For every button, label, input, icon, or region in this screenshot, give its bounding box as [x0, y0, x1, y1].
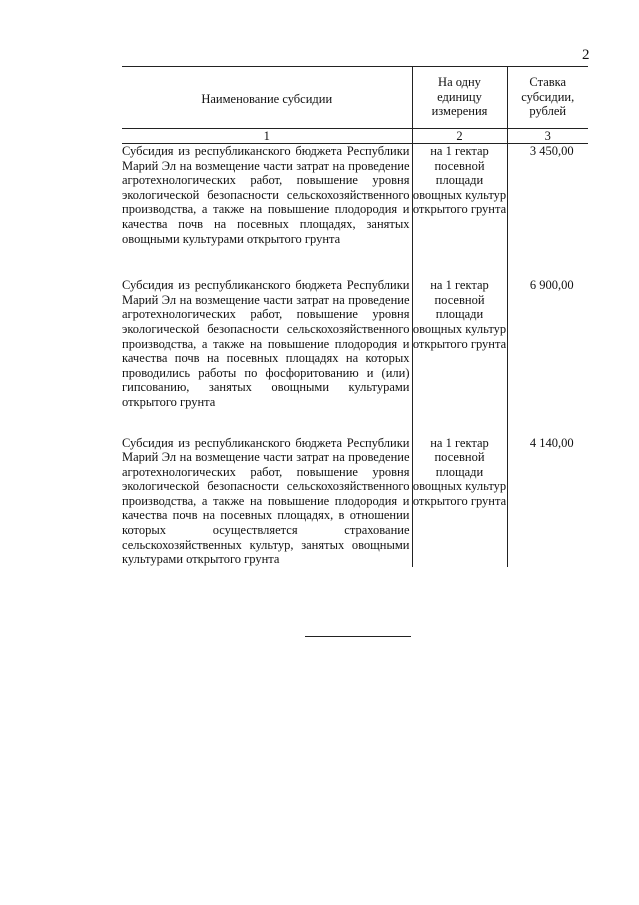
row-spacer: [122, 410, 588, 436]
header-rate: Ставка субсидии, рублей: [507, 66, 588, 129]
subsidy-name: Субсидия из республиканского бюджета Республики Марий Эл на возмещение части затрат на проведение агротехнологических работ, повышение уровня экологической безопасности сельскохозяйственного производства, а также на повышение плодородия и качества почв на посевных площадях, занятых овощными культурами открытого грунта: [122, 144, 410, 246]
header-unit: На одну единицу измерения: [412, 66, 507, 129]
column-number-1: 1: [122, 129, 412, 144]
subsidy-name: Субсидия из республиканского бюджета Республики Марий Эл на возмещение части затрат на проведение агротехнологических работ, повышение уровня экологической безопасности сельскохозяйственного производства, а также на повышение плодородия и качества почв на посевных площадях, в отношении которых осуществляется страхование сельскохозяйственных культур, занятых овощными культурами открытого грунта: [122, 435, 410, 567]
subsidy-rate: 6 900,00: [507, 278, 588, 409]
column-number-row: [122, 129, 588, 144]
measurement-unit: на 1 гектар посевной площади овощных культур открытого грунта: [412, 278, 507, 409]
column-number-3: 3: [507, 129, 588, 144]
subsidy-table: [122, 66, 588, 567]
header-subsidy-name: Наименование субсидии: [201, 91, 333, 106]
subsidy-rate: 3 450,00: [507, 144, 588, 247]
measurement-unit: на 1 гектар посевной площади овощных культур открытого грунта: [412, 144, 507, 247]
table-row: [122, 144, 588, 247]
row-spacer: [122, 246, 588, 278]
table-header-row: [122, 66, 588, 129]
table-row: [122, 436, 588, 567]
subsidy-rate: 4 140,00: [507, 436, 588, 567]
subsidy-name: Субсидия из республиканского бюджета Республики Марий Эл на возмещение части затрат на проведение агротехнологических работ, повышение уровня экологической безопасности сельскохозяйственного производства, а также на повышение плодородия и качества почв на посевных площадях на которых проводились работы по фосфоритованию и (или) гипсованию, занятых овощными культурами открытого грунта: [122, 278, 410, 409]
end-of-document-rule: [305, 636, 411, 637]
page-number: 2: [582, 47, 590, 63]
column-number-2: 2: [412, 129, 507, 144]
table-row: [122, 278, 588, 409]
measurement-unit: на 1 гектар посевной площади овощных культур открытого грунта: [412, 436, 507, 567]
